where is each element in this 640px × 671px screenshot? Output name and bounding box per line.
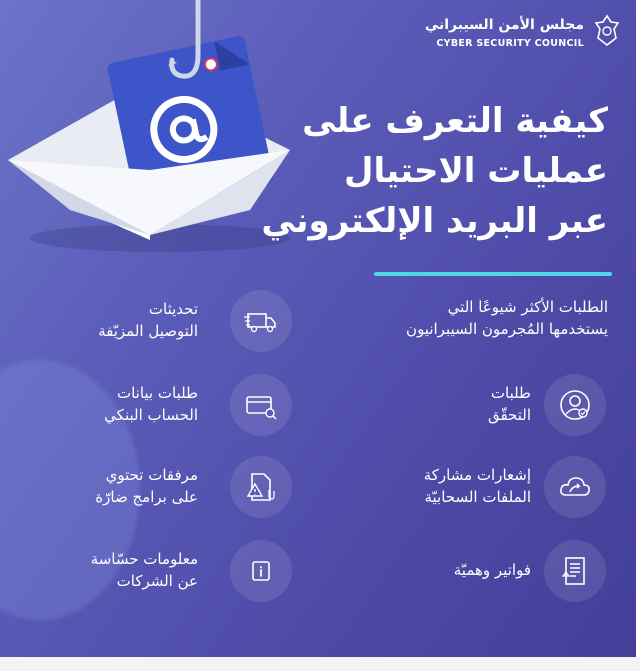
title-line: كيفية التعرف على [302,101,608,141]
user-check-icon [544,374,606,436]
org-name-arabic: مجلس الأمن السيبراني [424,17,584,33]
item-sensitive-label [38,548,198,592]
label-line: فواتير وهميّة [453,561,531,579]
item-bank-label [38,382,198,426]
label-line: تحديثات [148,300,198,318]
item-fake-invoices-label [371,559,531,581]
intro-line: الطلبات الأكثر شيوعًا التي [447,298,608,316]
item-delivery-label [38,298,198,342]
item-malware-label [38,464,198,508]
page-title [228,96,608,246]
item-cloud-sharing-label [331,464,531,508]
title-line: عبر البريد الإلكتروني [261,201,608,241]
truck-icon [230,290,292,352]
cloud-share-icon [544,456,606,518]
label-line: طلبات بيانات [116,384,198,402]
falcon-emblem-icon [592,14,622,48]
info-icon [230,540,292,602]
org-name-english: CYBER SECURITY COUNCIL [436,38,584,49]
intro-line: يستخدمها المُجرمون السيبرانيون [406,320,608,338]
label-line: الحساب البنكي [104,406,198,424]
credit-card-search-icon [230,374,292,436]
label-line: معلومات حسّاسة [90,550,198,568]
label-line: إشعارات مشاركة [423,466,531,484]
bottom-strip [0,657,640,671]
org-header [425,16,584,49]
label-line: التحقّق [487,406,531,424]
label-line: على برامج ضارّة [95,488,198,506]
label-line: الملفات السحابيّة [424,488,531,506]
file-warning-icon [230,456,292,518]
label-line: مرفقات تحتوي [105,466,198,484]
label-line: طلبات [490,384,531,402]
fish-hook-icon [168,0,228,90]
invoice-icon [544,540,606,602]
accent-divider [374,272,612,276]
label-line: التوصيل المزيّفة [98,322,198,340]
item-verification-label [411,382,531,426]
title-line: عمليات الاحتيال [343,151,608,191]
label-line: عن الشركات [116,572,198,590]
intro-text [328,296,608,340]
